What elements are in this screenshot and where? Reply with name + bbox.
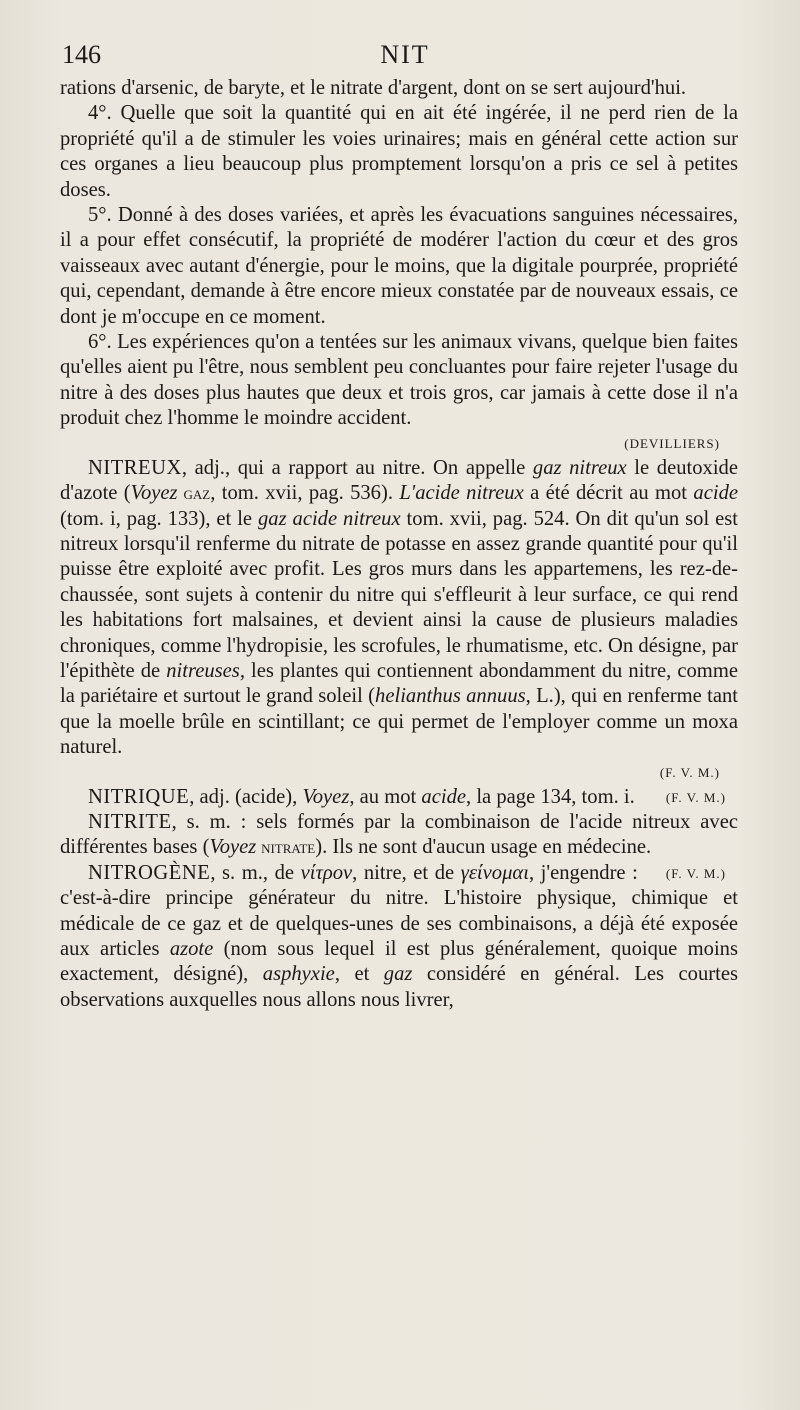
- paragraph-point-5: 5°. Donné à des doses variées, et après les évacuations sanguines nécessaires, il a pour effet consécutif, la propriété de modérer l'action du cœur et des gros vaisseaux avec autant d'énergie, pour le moins, que la digitale pourprée, propriété qui, cependant, demande à être encore mieux constatée par de nouveaux essais, ce dont je m'occupe en ce moment.: [60, 204, 738, 328]
- entry-nitrogene: NITROGÈNE, s. m., de νίτρον, nitre, et de γείνομαι, j'engendre : c'est-à-dire principe générateur du nitre. L'histoire physique, chimique et médicale de ce gaz et de quelques-unes de ses combinaisons, a déjà été exposée aux articles azote (nom sous lequel il est plus généralement, quoique moins exactement, désigné), asphyxie, et gaz considéré en général. Les courtes observations auxquelles nous allons nous livrer,: [60, 861, 739, 1011]
- running-head: NIT: [380, 40, 430, 69]
- page-header: [60, 40, 750, 80]
- signature-nitrite: (F. V. M.): [665, 865, 726, 881]
- headword-nitreux: NITREUX: [88, 456, 182, 479]
- paragraph-point-4: 4°. Quelle que soit la quantité qui en ait été ingérée, il ne perd rien de la propriété qu'il a de stimuler les voies urinaires; mais en général cette action sur ces organes a lieu beaucoup plus promptement lorsqu'on a pris ce sel à petites doses.: [60, 102, 738, 201]
- greek-word-nitron: νίτρον: [300, 861, 353, 884]
- paragraph-continued: rations d'arsenic, de baryte, et le nitrate d'argent, dont on se sert aujourd'hui.: [60, 77, 687, 99]
- author-signature: (DEVILLIERS): [624, 435, 720, 451]
- entry-nitrite: NITRITE, s. m. : sels formés par la combinaison de l'acide nitreux avec différentes bases (Voyez nitrate). Ils ne sont d'aucun usage en médecine. (F. V. M.): [60, 810, 738, 861]
- paragraph-point-6: 6°. Les expériences qu'on a tentées sur les animaux vivans, quelque bien faites qu'elles aient pu l'être, nous semblent peu concluantes pour faire rejeter l'usage du nitre à des doses plus hautes que deux et trois gros, car jamais à cette dose il n'a produit chez l'homme le moindre accident.: [60, 331, 738, 430]
- headword-nitrogene: NITROGÈNE: [88, 861, 211, 884]
- greek-word-geinomai: γείνομαι: [460, 861, 529, 884]
- headword-nitrite: NITRITE: [88, 810, 172, 833]
- signature-nitreux: (F. V. M.): [659, 764, 720, 780]
- signature-nitrique: (F. V. M.): [665, 789, 726, 805]
- page-number: 146: [62, 40, 101, 69]
- entry-nitreux: NITREUX, adj., qui a rapport au nitre. On appelle gaz nitreux le deutoxide d'azote (Voyez gaz, tom. xvii, pag. 536). L'acide nitreux a été décrit au mot acide (tom. i, pag. 133), et le gaz acide nitreux tom. xvii, pag. 524. On dit qu'un sol est nitreux lorsqu'il renferme du nitrate de potasse en assez grande quantité pour qu'il puisse être exploité avec profit. Les gros murs dans les appartemens, les rez-de-chaussée, sont sujets à contenir du nitre qui s'effleurit à leur surface, ce qui rend les habitations fort malsaines, et devient ainsi la cause de plusieurs maladies chroniques, comme l'hydropisie, les scrofules, le rhumatisme, etc. On désigne, par l'épithète de nitreuses, les plantes qui contiennent abondamment du nitre, comme la pariétaire et surtout le grand soleil (helianthus annuus, L.), qui en renferme tant que la moelle brûle en scintillant; ce qui permet de l'employer comme un moxa naturel.: [60, 456, 739, 759]
- headword-nitrique: NITRIQUE: [88, 785, 190, 808]
- page-body: [60, 76, 738, 1013]
- entry-nitrique: NITRIQUE, adj. (acide), Voyez, au mot acide, la page 134, tom. i. (F. V. M.): [60, 785, 738, 810]
